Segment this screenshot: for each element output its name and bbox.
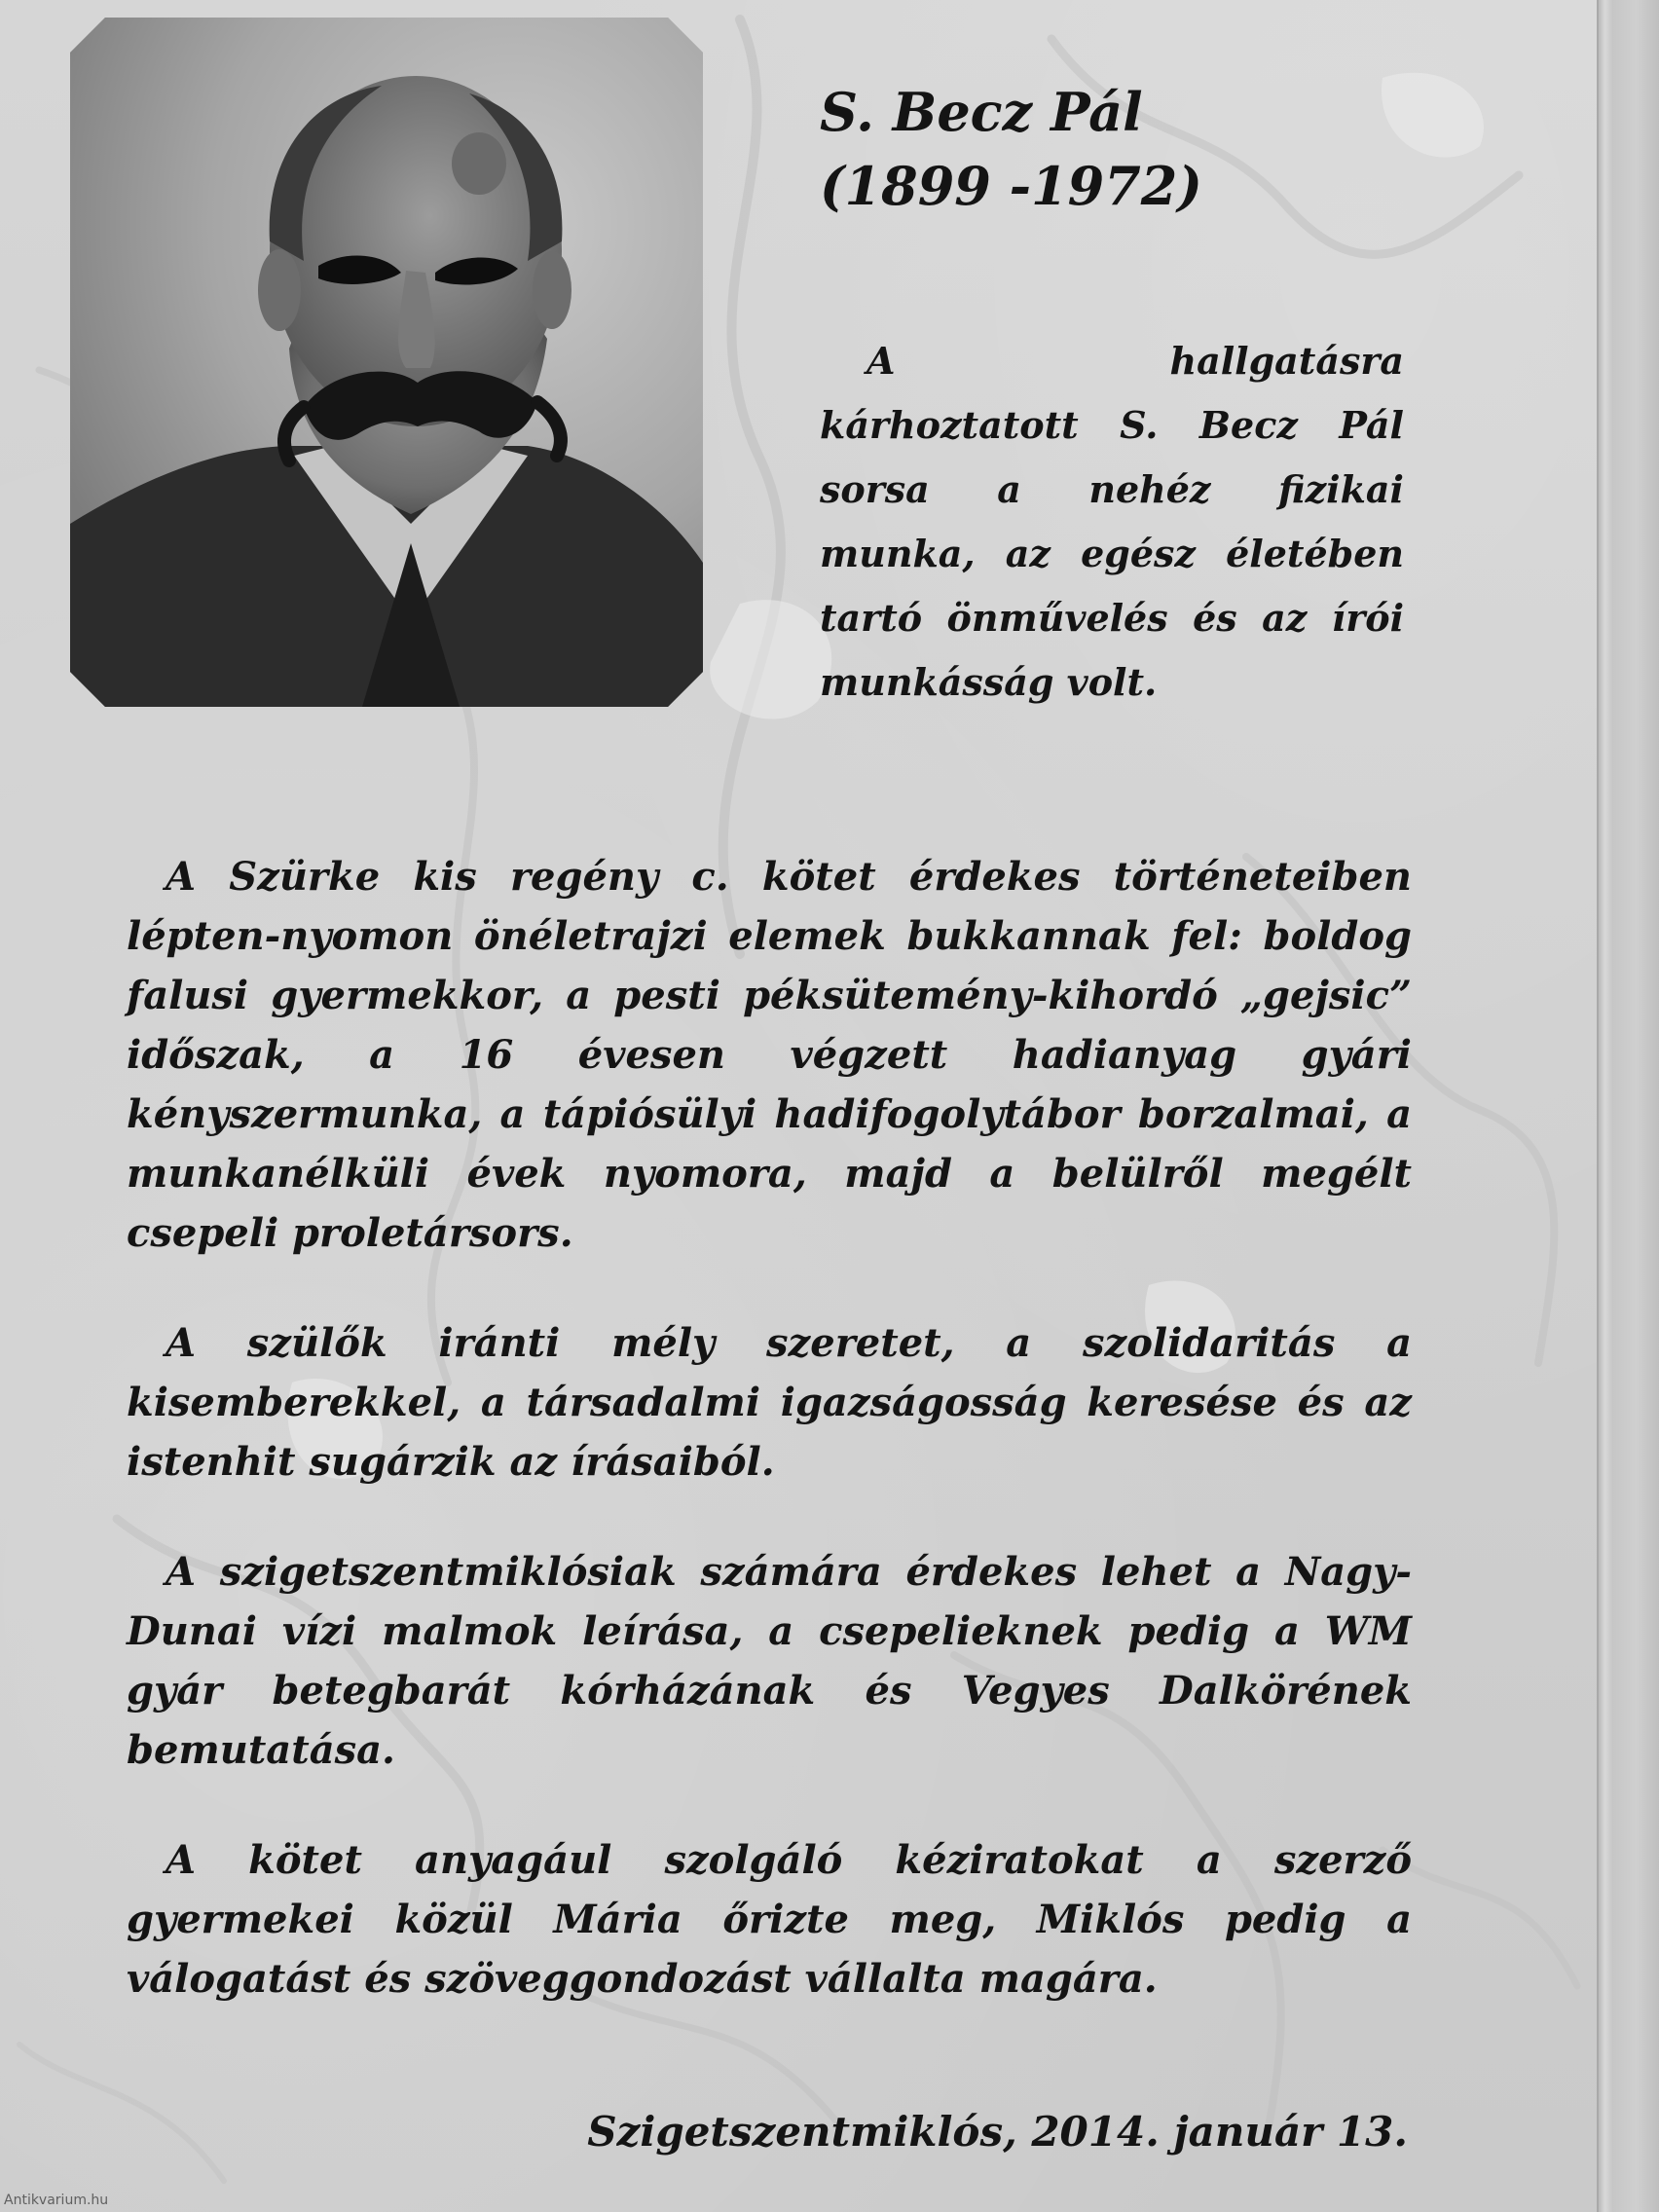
intro-paragraph: A hallgatásra kárhoztatott S. Becz Pál sorsa a nehéz fizikai munka, az egész életében tartó önművelés és az írói munkásság volt. bbox=[820, 339, 1404, 704]
place-and-date: Szigetszentmiklós, 2014. január 13. bbox=[587, 2108, 1408, 2156]
body-text bbox=[127, 847, 1412, 2009]
author-name: S. Becz Pál bbox=[820, 81, 1143, 143]
portrait-photo bbox=[70, 18, 703, 707]
watermark-text: Antikvarium.hu bbox=[4, 2193, 109, 2208]
book-spine-edge bbox=[1597, 0, 1659, 2212]
author-lifespan: (1899 -1972) bbox=[820, 155, 1202, 217]
paragraph-4: A kötet anyagául szolgáló kéziratokat a szerző gyermekei közül Mária őrizte meg, Miklós pedig a válogatást és szöveggondozást vállalta magára. bbox=[127, 1837, 1412, 2002]
paragraph-3: A szigetszentmiklósiak számára érdekes lehet a Nagy-Dunai vízi malmok leírása, a csepelieknek pedig a WM gyár betegbarát kórházának és Vegyes Dalkörének bemutatása. bbox=[127, 1549, 1412, 1773]
paragraph-2: A szülők iránti mély szeretet, a szolidaritás a kisemberekkel, a társadalmi igazságosság keresése és az istenhit sugárzik az írásaiból. bbox=[127, 1320, 1412, 1485]
paragraph-1: A Szürke kis regény c. kötet érdekes történeteiben lépten-nyomon önéletrajzi elemek bukkannak fel: boldog falusi gyermekkor, a pesti péksütemény-kihordó „gejsic” időszak, a 16 évesen végzett hadianyag gyári kényszermunka, a tápiósülyi hadifogolytábor borzalmai, a munkanélküli évek nyomora, majd a belülről megélt csepeli proletársors. bbox=[127, 854, 1412, 1256]
